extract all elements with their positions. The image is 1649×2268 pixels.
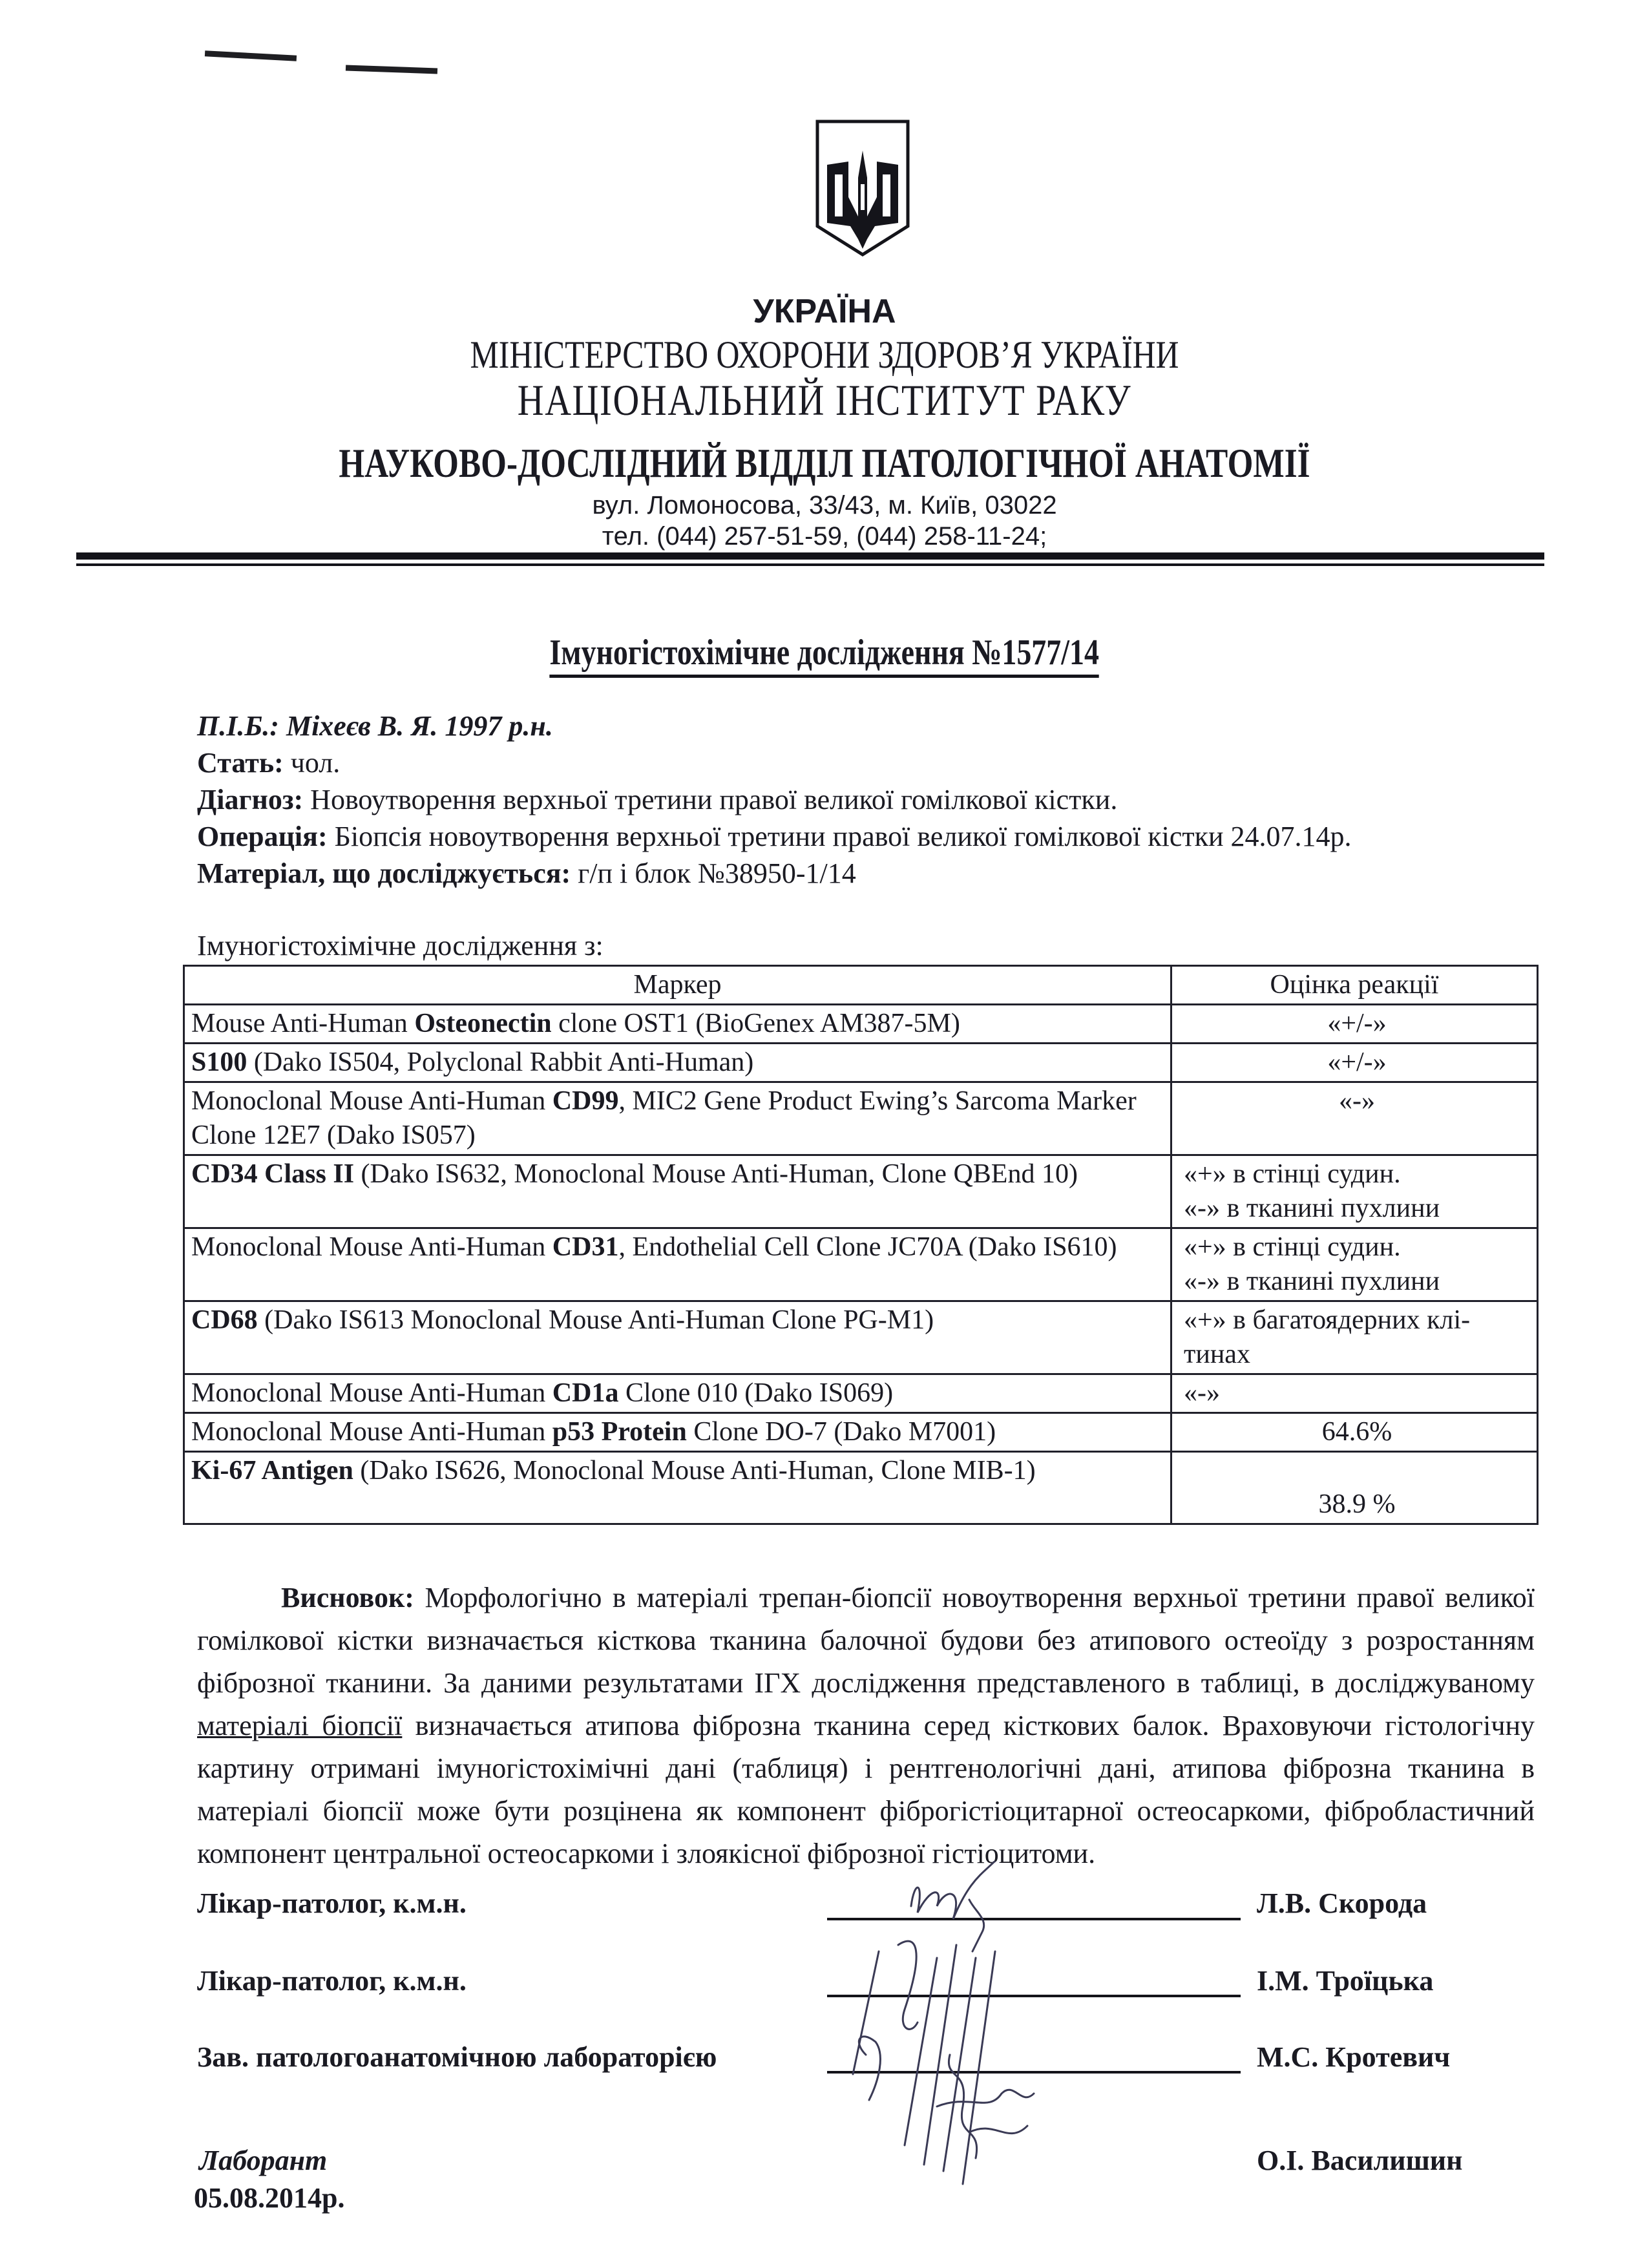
result-cell <box>1171 1228 1538 1301</box>
marker-text: clone OST1 (BioGenex AM387-5M) <box>551 1009 960 1038</box>
country-heading: УКРАЇНА <box>753 293 896 330</box>
conclusion-underlined-text: матеріалі біопсії <box>197 1710 403 1741</box>
marker-cell <box>184 1082 1171 1155</box>
diagnosis-value: Новоутворення верхньої третини правої великої гомілкової кістки. <box>310 784 1118 815</box>
marker-cell <box>184 1413 1171 1452</box>
signer-role: Лікар-патолог, к.м.н. <box>197 1965 467 1997</box>
header-divider-thin <box>76 563 1544 566</box>
marker-text: (Dako IS626, Monoclonal Mouse Anti-Human, Clone MIB-1) <box>353 1456 1036 1486</box>
marker-name: CD34 Class II <box>191 1159 355 1189</box>
table-intro: Імуногістохімічне дослідження з: <box>197 930 604 961</box>
marker-cell <box>184 1005 1171 1044</box>
department-heading: НАУКОВО-ДОСЛІДНИЙ ВІДДІЛ ПАТОЛОГІЧНОЇ АНАТОМІЇ <box>339 440 1310 486</box>
signer-role: Лікар-патолог, к.м.н. <box>197 1887 467 1919</box>
marker-name: Osteonectin <box>414 1009 552 1038</box>
result-cell: «+/-» <box>1171 1005 1538 1044</box>
table-row <box>184 1155 1538 1228</box>
result-line: «-» в тканині пухлини <box>1184 1193 1440 1223</box>
table-row <box>184 1044 1538 1082</box>
operation-value: Біопсія новоутворення верхньої третини правої великої гомілкової кістки 24.07.14р. <box>334 821 1352 852</box>
result-line: «+» в стінці судин. <box>1184 1159 1401 1189</box>
signer-name: Л.В. Скорода <box>1257 1887 1427 1919</box>
trident-coat-of-arms-icon <box>815 120 910 257</box>
result-line: «+» в багатоядерних клі- <box>1184 1305 1471 1335</box>
table-row <box>184 1413 1538 1452</box>
patient-name-label: П.І.Б.: <box>197 710 279 742</box>
lab-assistant-role: Лаборант <box>199 2145 328 2176</box>
marker-text: , MIC2 Gene Product Ewing’s Sarcoma Marker Clone 12E7 (Dako IS057) <box>191 1086 1137 1150</box>
marker-name: CD31 <box>552 1232 619 1262</box>
result-line: «-» в тканині пухлини <box>1184 1266 1440 1296</box>
conclusion-label: Висновок: <box>281 1582 414 1613</box>
diagnosis-label: Діагноз: <box>197 784 304 815</box>
marker-name: CD1a <box>552 1378 619 1408</box>
sex-value: чол. <box>290 747 341 779</box>
marker-name: CD68 <box>191 1305 258 1335</box>
result-cell: 38.9 % <box>1171 1452 1538 1524</box>
signer-role: Зав. патологоанатомічною лабораторією <box>197 2041 717 2073</box>
marker-cell <box>184 1452 1171 1524</box>
ihc-results-table <box>183 965 1539 1525</box>
diagnosis-field <box>197 783 1117 816</box>
signer-name: І.М. Троїцька <box>1257 1965 1434 1997</box>
material-label: Матеріал, що досліджується: <box>197 857 571 889</box>
marker-text: Clone DO-7 (Dako M7001) <box>686 1417 996 1447</box>
sex-field <box>197 746 340 779</box>
marker-text: (Dako IS613 Monoclonal Mouse Anti-Human Clone PG-M1) <box>257 1305 934 1335</box>
result-line: тинах <box>1184 1339 1250 1369</box>
conclusion-paragraph <box>197 1577 1535 1875</box>
marker-name: S100 <box>191 1047 247 1077</box>
marker-text: Monoclonal Mouse Anti-Human <box>191 1232 552 1262</box>
marker-cell <box>184 1301 1171 1374</box>
table-row <box>184 1082 1538 1155</box>
marker-text: Monoclonal Mouse Anti-Human <box>191 1378 552 1408</box>
result-cell: «+/-» <box>1171 1044 1538 1082</box>
result-line: «+» в стінці судин. <box>1184 1232 1401 1262</box>
lab-assistant-name: О.І. Василишин <box>1257 2145 1463 2176</box>
operation-label: Операція: <box>197 821 328 852</box>
signer-name: М.С. Кротевич <box>1257 2041 1451 2073</box>
marker-text: Monoclonal Mouse Anti-Human <box>191 1086 552 1116</box>
table-row <box>184 1374 1538 1413</box>
marker-text: Monoclonal Mouse Anti-Human <box>191 1417 552 1447</box>
marker-name: Ki-67 Antigen <box>191 1456 353 1486</box>
conclusion-text: визначається атипова фіброзна тканина серед кісткових балок. Враховуючи гістологічну картину отримані імуногістохімічні дані (таблиця) і рентгенологічні дані, атипова фіброзна тканина в матеріалі біопсії може бути розцінена як компонент фіброгістіоцитарної остеосаркоми, фібробластичний компонент центральної остеосаркоми і злоякісної фіброзної гістіоцитоми. <box>197 1710 1535 1869</box>
marker-text: (Dako IS504, Polyclonal Rabbit Anti-Human) <box>247 1047 754 1077</box>
scan-mark <box>346 65 437 74</box>
result-cell: «-» <box>1171 1082 1538 1155</box>
table-row <box>184 1301 1538 1374</box>
patient-name-value: Міхеєв В. Я. 1997 р.н. <box>286 710 553 742</box>
table-header-row <box>184 966 1538 1005</box>
marker-text: (Dako IS632, Monoclonal Mouse Anti-Human, Clone QBEnd 10) <box>354 1159 1078 1189</box>
material-field <box>197 857 856 890</box>
column-header-marker: Маркер <box>184 966 1171 1005</box>
table-row <box>184 1005 1538 1044</box>
handwritten-signatures <box>840 1861 1202 2223</box>
ministry-heading: МІНІСТЕРСТВО ОХОРОНИ ЗДОРОВ’Я УКРАЇНИ <box>470 333 1179 376</box>
marker-text: Mouse Anti-Human <box>191 1009 415 1038</box>
column-header-result: Оцінка реакції <box>1171 966 1538 1005</box>
report-date: 05.08.2014р. <box>194 2182 345 2214</box>
marker-cell <box>184 1044 1171 1082</box>
result-cell <box>1171 1155 1538 1228</box>
conclusion-text: Морфологічно в матеріалі трепан-біопсії новоутворення верхньої третини правої великої гомілкової кістки визначається кісткова тканина балочної будови без атипового остеоїду з розростанням фіброзної тканини. За даними результатами ІГХ дослідження представленого в таблиці, в досліджуваному <box>197 1582 1535 1699</box>
marker-cell <box>184 1228 1171 1301</box>
marker-name: CD99 <box>552 1086 619 1116</box>
marker-cell <box>184 1155 1171 1228</box>
patient-name-field <box>197 709 553 742</box>
marker-text: Clone 010 (Dako IS069) <box>618 1378 894 1408</box>
table-row <box>184 1228 1538 1301</box>
result-cell <box>1171 1301 1538 1374</box>
result-cell: 64.6% <box>1171 1413 1538 1452</box>
result-cell: «-» <box>1171 1374 1538 1413</box>
operation-field <box>197 820 1352 853</box>
address: вул. Ломоносова, 33/43, м. Київ, 03022 <box>592 491 1057 520</box>
table-row <box>184 1452 1538 1524</box>
document-title-text: Імуногістохімічне дослідження №1577/14 <box>550 632 1100 678</box>
material-value: г/п і блок №38950-1/14 <box>578 857 856 889</box>
phone: тел. (044) 257-51-59, (044) 258-11-24; <box>602 522 1047 551</box>
header-divider <box>76 552 1544 560</box>
marker-name: p53 Protein <box>552 1417 687 1447</box>
marker-cell <box>184 1374 1171 1413</box>
document-title <box>0 632 1649 678</box>
scan-mark <box>205 50 297 61</box>
marker-text: , Endothelial Cell Clone JC70A (Dako IS610) <box>618 1232 1117 1262</box>
sex-label: Стать: <box>197 747 284 779</box>
institute-heading: НАЦІОНАЛЬНИЙ ІНСТИТУТ РАКУ <box>517 375 1132 425</box>
